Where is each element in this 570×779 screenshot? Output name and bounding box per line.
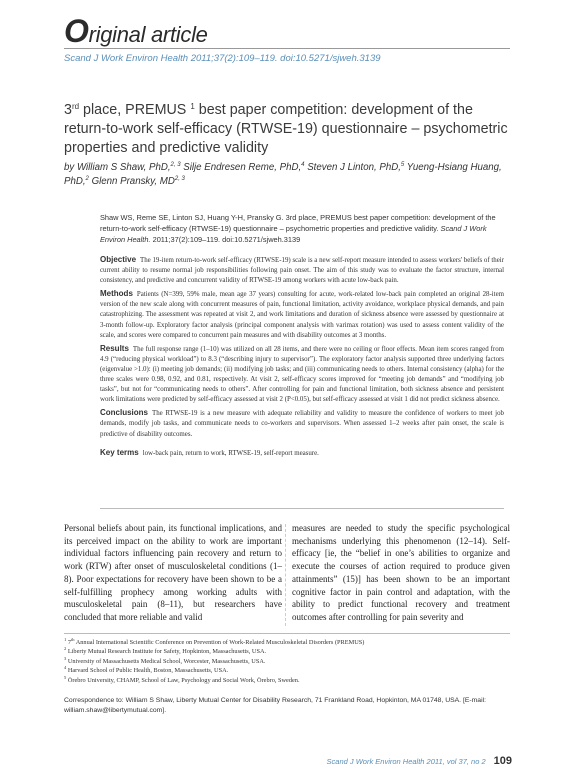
abstract-divider	[100, 508, 504, 509]
author-name: Glenn Pransky, MD	[88, 175, 175, 187]
footnote	[64, 638, 510, 647]
footer-citation: Scand J Work Environ Health 2011, vol 37, no 2	[326, 757, 486, 766]
author-name: Steven J Linton, PhD,	[304, 162, 401, 173]
abstract-label: Conclusions	[100, 408, 149, 418]
footnote-number: 3	[64, 655, 67, 661]
abstract-conclusions	[100, 408, 504, 439]
abstract-label: Results	[100, 343, 129, 353]
title-part1: place, PREMUS	[79, 102, 191, 118]
keywords-text: low-back pain, return to work, RTWSE-19, self-report measure.	[142, 449, 319, 457]
author-affiliation-ref: 5	[400, 162, 405, 168]
abstract-text: Patients (N=399, 59% male, mean age 37 years) consulting for acute, work-related low-back pain completed an original 28-item version of the new scale along with concurrent measures of pain, functional limitation, activity avoidance, workplace physical demands, and pain catastrophizing. The assessment was repeated at visit 2, and work limitations and duration of sickness absence were assessed by questionnaire at 3-month follow-up. Exploratory factor analysis (principal component analysis with varimax rotation) was used to assess content validity of the scale, and scores were compared to concurrent pain measures and with disability outcomes at 3 months.	[100, 291, 504, 339]
author-affiliation-ref: 2	[85, 175, 89, 182]
abstract-methods	[100, 289, 504, 340]
footnote-number: 4	[64, 665, 67, 671]
footnote	[64, 657, 510, 666]
authors-by: by	[64, 162, 77, 173]
section-title-rest: riginal article	[88, 22, 208, 47]
author-affiliation-ref: 2, 3	[174, 175, 185, 182]
abstract-objective	[100, 255, 504, 286]
footnote-text: Annual International Scientific Conference on Prevention of Work-Related Musculoskeletal Disorders (PREMUS)	[74, 639, 365, 646]
section-title-initial: O	[64, 13, 89, 49]
header-rule	[64, 48, 510, 49]
journal-citation: Scand J Work Environ Health 2011;37(2):109–119. doi:10.5271/sjweh.3139	[64, 53, 381, 64]
footnote-text: Harvard School of Public Health, Boston, Massachusetts, USA.	[66, 667, 229, 675]
author-affiliation-ref: 2, 3	[170, 162, 181, 168]
footnote-text: University of Massachusetts Medical School, Worcester, Massachusetts, USA.	[66, 657, 266, 665]
abstract-text: The RTWSE-19 is a new measure with adequate reliability and validity to measure the confidence of workers to meet job demands, modify job tasks, and communicate needs to co-workers and supervisors. When assessed 1–2 weeks after pain onset, the scale is predictive of disability outcomes.	[100, 410, 504, 438]
footnote-divider	[64, 633, 510, 634]
footnote	[64, 676, 510, 685]
column-divider	[285, 524, 286, 626]
footnote-text: Örebro University, CHAMP, School of Law, Psychology and Social Work, Örebro, Sweden.	[66, 676, 300, 684]
abstract-text: The full response range (1–10) was utilized on all 28 items, and there were no ceiling or floor effects. Mean item scores ranged from 4.9 (“reducing physical workload”) to 8.3 (“describing injury to supervisor”). The exploratory factor analysis supported three underlying factors (eigenvalue >1.0): (i) meeting job demands; (ii) modifying job tasks; and (iii) communicating needs to others. Internal consistency (alpha) for the three scales were 0.98, 0.92, and 0.81, respectively. At visit 2, self-efficacy scores improved for “meeting job demands” and “modifying job tasks”, but not for “communicating needs to others”. After controlling for pain and functional limitation, both sickness absence and persistent work limitations were predicted by self-efficacy assessed at visit 2 (P<0.05), but self-efficacy assessed at visit 1 did not predict sickness absence.	[100, 345, 504, 404]
title-footnote-ref[interactable]: 1	[190, 102, 195, 111]
footnotes	[64, 638, 510, 685]
abstract-label: Methods	[100, 289, 133, 299]
author-name: William S Shaw, PhD,	[76, 162, 171, 173]
citation-details[interactable]: 2011;37(2):109–119. doi:10.5271/sjweh.3139	[150, 235, 301, 244]
correspondence: Correspondence to: William S Shaw, Liberty Mutual Center for Disability Research, 71 Frankland Road, Hopkinton, MA 01748, USA. [E-mail: william.shaw@libertymutual.com].	[64, 697, 486, 714]
author-name: Yueng-Hsiang Huang, PhD,	[64, 162, 502, 187]
footnote-number: 1	[64, 637, 67, 642]
author-affiliation-ref: 4	[301, 162, 305, 168]
keywords-label: Key terms	[100, 447, 139, 457]
page-footer	[327, 755, 512, 767]
footnote	[64, 666, 510, 675]
body-column-right: measures are needed to study the specific psychological mechanisms underlying this phenomenon (12–14). Self-efficacy [ie, the “belief in one’s abilities to organize and execute the courses of action required to produce given attainments” (15)] has been shown to be an important cognitive factor in pain control and adaptation, with the ability to predict functional recovery and treatment outcomes after controlling for pain severity and	[292, 523, 510, 622]
section-header	[64, 13, 510, 64]
article-title	[64, 101, 510, 158]
abstract-label: Objective	[100, 255, 137, 264]
reference-citation	[100, 212, 504, 245]
title-place-sup: rd	[71, 102, 80, 111]
abstract-results	[100, 344, 504, 406]
page-number: 109	[493, 755, 512, 767]
body-column-left: Personal beliefs about pain, its functional implications, and its perceived impact on the ability to work are important individual factors influencing pain recovery and return to work (RTW) after onset of musculoskeletal conditions (1–8). Poor expectations for recovery have been shown to be a self-fulfilling prophecy among working adults with musculoskeletal pain (8–11), but researchers have concluded that more reliable and valid	[64, 523, 282, 622]
title-part2: best paper competition: development of the return-to-work self-efficacy (RTWSE-19) questionnaire – psychometric properties and predictive validity	[64, 102, 508, 156]
abstract-block	[100, 212, 504, 459]
footnote	[64, 647, 510, 656]
citation-text: Shaw WS, Reme SE, Linton SJ, Huang Y-H, Pransky G. 3rd place, PREMUS best paper competition: development of the return-to-work self-efficacy (RTWSE-19) questionnaire – psychometric properties and predictive validity.	[100, 213, 496, 233]
footnote-number: 5	[64, 674, 67, 680]
author-name: Silje Endresen Reme, PhD,	[180, 162, 302, 173]
footnote-text: Liberty Mutual Research Institute for Safety, Hopkinton, Massachusetts, USA.	[66, 648, 267, 656]
abstract-keywords	[100, 448, 504, 459]
footnote-sup: th	[70, 637, 75, 642]
title-place: 3	[64, 102, 72, 118]
author-list	[64, 161, 510, 188]
footnote-number: 2	[64, 646, 67, 652]
footnote-text: 7	[66, 639, 71, 646]
citation-journal: Scand J Work Environ Health.	[100, 224, 487, 244]
section-title	[64, 13, 510, 49]
abstract-text: The 19-item return-to-work self-efficacy (RTWSE-19) scale is a new self-report measure intended to assess workers' beliefs of their current ability to resume normal job responsibilities following pain onset. The aim of this study was to evaluate the factor structure, internal consistency, and predictive and concurrent validity of RTWSE-19 among workers with acute low-back pain.	[100, 257, 504, 285]
